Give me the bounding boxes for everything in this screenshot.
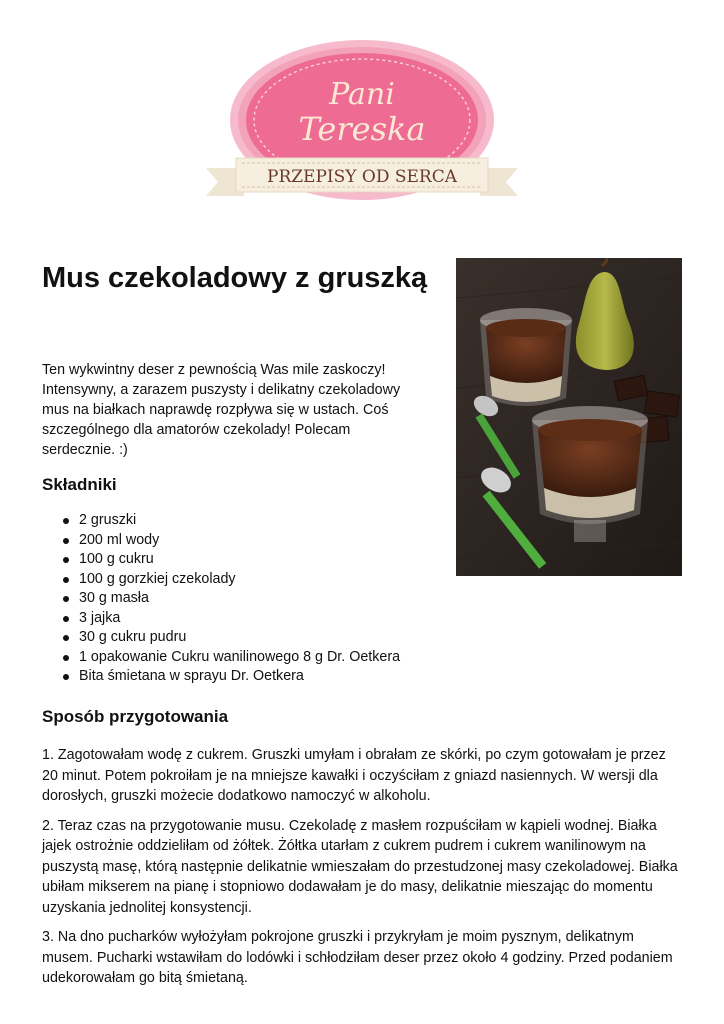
recipe-photo — [456, 258, 682, 576]
recipe-title: Mus czekoladowy z gruszką — [42, 262, 428, 294]
list-item: 30 g masła — [42, 589, 442, 609]
ingredients-heading: Składniki — [42, 475, 117, 494]
list-item: 100 g cukru — [42, 550, 442, 570]
ingredients-list — [42, 511, 442, 687]
method-step: 2. Teraz czas na przygotowanie musu. Czekoladę z masłem rozpuściłam w kąpieli wodnej. Białka jajek ostrożnie oddzieliłam od żółtek. Żółtka utarłam z cukrem pudrem i cukrem wanilinowym na puszystą masę, którą następnie delikatnie wmieszałam do przestudzonej masy czekoladowej. Białka ubiłam mikserem na pianę i stopniowo dodawałam je do masy, delikatnie mieszając do momentu uzyskania jednolitej konsystencji. — [42, 817, 678, 916]
list-item: 30 g cukru pudru — [42, 628, 442, 648]
recipe-intro: Ten wykwintny deser z pewnością Was mile zaskoczy! Intensywny, a zarazem puszysty i delikatny czekoladowy mus na białkach naprawdę rozpływa się w ustach. Coś szczególnego dla amatorów czekolady! Polecam serdecznie. :) — [42, 362, 401, 458]
logo-banner-text: PRZEPISY OD SERCA — [267, 167, 457, 187]
list-item: 2 gruszki — [42, 511, 442, 531]
method-step: 1. Zagotowałam wodę z cukrem. Gruszki umyłam i obrałam ze skórki, po czym gotowałam je przez 20 minut. Potem pokroiłam je na mniejsze kawałki i oczyściłam z gniazd nasiennych. W wersji dla dorosłych, gruszki możecie dodatkowo namoczyć w alkoholu. — [42, 747, 666, 804]
logo-line2: Tereska — [298, 110, 426, 148]
list-item: 1 opakowanie Cukru wanilinowego 8 g Dr. Oetkera — [42, 648, 442, 668]
list-item: Bita śmietana w sprayu Dr. Oetkera — [42, 667, 442, 687]
method-heading: Sposób przygotowania — [42, 707, 229, 726]
list-item: 3 jajka — [42, 609, 442, 629]
method-step: 3. Na dno pucharków wyłożyłam pokrojone gruszki i przykryłam je moim pysznym, delikatnym musem. Pucharki wstawiłam do lodówki i schłodziłam deser przez około 4 godziny. Przed podaniem udekorowałam go bitą śmietaną. — [42, 929, 673, 986]
site-logo[interactable] — [204, 40, 520, 216]
method-steps — [42, 745, 684, 998]
list-item: 200 ml wody — [42, 531, 442, 551]
list-item: 100 g gorzkiej czekolady — [42, 570, 442, 590]
logo-line1: Pani — [329, 77, 395, 112]
